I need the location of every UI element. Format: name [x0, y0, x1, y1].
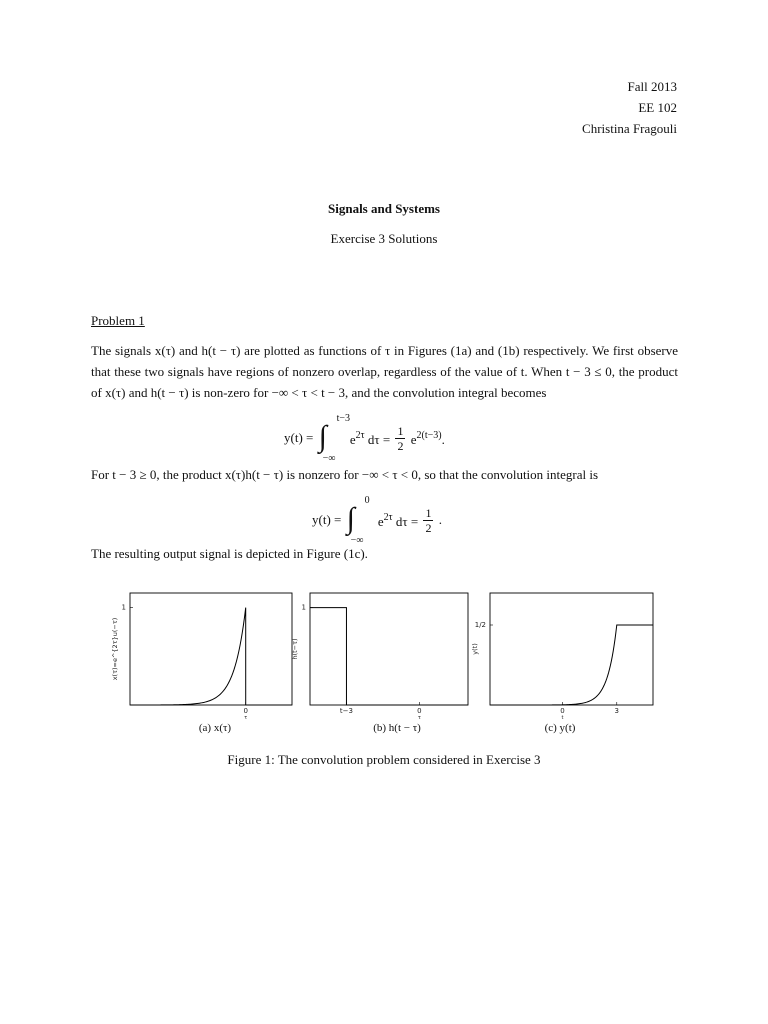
caption-c: (c) y(t)	[544, 722, 576, 734]
x-axis-label: t	[561, 715, 564, 721]
eq1-integrand: $e^{2\tau}$ dτ =	[349, 430, 391, 447]
eq1-lhs: y(t) =	[284, 430, 314, 445]
x-axis-label: τ	[417, 715, 421, 721]
eq2-lhs: y(t) =	[312, 512, 342, 527]
series-line	[310, 608, 468, 705]
eq1-fraction: $\frac{1}{2}$	[397, 423, 404, 453]
problem-paragraph-3: The resulting output signal is depicted in Figure (1c).	[91, 546, 368, 561]
eq2-fraction: $\frac{1}{2}$	[425, 505, 432, 535]
eq1-dtau: dτ =	[367, 432, 391, 447]
x-tick-label: 3	[614, 707, 620, 715]
eq2-integrand: $e^{2\tau}$ dτ =	[377, 512, 419, 529]
eq1-upper-limit: t−3	[336, 413, 351, 424]
caption-b: (b) h(t − τ)	[373, 722, 421, 734]
series-line	[490, 625, 653, 705]
eq2-upper-limit: 0	[364, 495, 370, 506]
x-tick-label: 0	[560, 707, 565, 715]
x-tick-label: 0	[417, 707, 422, 715]
eq2-integral-sign: ∫ 0 −∞	[346, 495, 370, 546]
eq2-dtau: dτ =	[395, 514, 419, 529]
y-axis-label: h(t−τ)	[291, 638, 299, 660]
eq2-lower-limit: −∞	[350, 535, 364, 546]
y-tick-label: 1	[301, 603, 306, 612]
eq2-integrand-exponent: 2τ	[383, 512, 393, 523]
document-subtitle: Exercise 3 Solutions	[330, 231, 438, 246]
eq1-lower-limit: −∞	[322, 453, 336, 464]
term-text: Fall 2013	[627, 79, 677, 94]
eq1-integral-sign: ∫ t−3 −∞	[318, 413, 351, 464]
figure-panel-a	[110, 590, 295, 725]
plot-frame	[490, 593, 653, 705]
x-axis-label: τ	[244, 715, 248, 721]
y-tick-label: 1/2	[474, 621, 486, 629]
y-axis-label: x(τ)=e^{2τ}u(−τ)	[111, 617, 119, 681]
document-header	[582, 76, 677, 139]
series-line	[130, 608, 292, 705]
y-tick-label: 1	[121, 603, 126, 612]
eq1-result: $e^{2(t-3)}$.	[410, 430, 445, 447]
course-text: EE 102	[638, 100, 677, 115]
caption-a: (a) x(τ)	[198, 722, 232, 734]
problem-paragraph-2: For t − 3 ≥ 0, the product x(τ)h(t − τ) is nonzero for −∞ < τ < 0, so that the convolution integral is	[91, 467, 599, 482]
x-tick-label: 0	[243, 707, 248, 715]
plot-frame	[310, 593, 468, 705]
figure-caption: Figure 1: The convolution problem considered in Exercise 3	[227, 752, 541, 767]
chart-b-svg	[290, 590, 475, 725]
chart-c-svg	[470, 590, 655, 725]
figure-panel-c	[470, 590, 655, 725]
x-tick-label: t−3	[339, 707, 354, 715]
eq2-end: .	[438, 512, 442, 527]
eq1-integrand-exponent: 2τ	[355, 430, 365, 441]
figure-panel-b	[290, 590, 475, 725]
author-text: Christina Fragouli	[582, 121, 677, 136]
equation-1	[284, 413, 445, 464]
equation-2	[312, 495, 442, 546]
document-title: Signals and Systems	[328, 201, 440, 216]
chart-a-svg	[110, 590, 295, 725]
plot-frame	[130, 593, 292, 705]
eq1-result-exponent: 2(t−3)	[416, 430, 442, 441]
problem-paragraph-1: The signals x(τ) and h(t − τ) are plotted as functions of τ in Figures (1a) and (1b) respectively. We first observe that these two signals have regions of nonzero overlap, regardless of the value of t. When t − 3 ≤ 0, the product of x(τ) and h(t − τ) is non-zero for −∞ < τ < t − 3, and the convolution integral becomes	[91, 343, 678, 400]
y-axis-label: y(t)	[471, 643, 479, 655]
problem-heading: Problem 1	[91, 313, 145, 328]
